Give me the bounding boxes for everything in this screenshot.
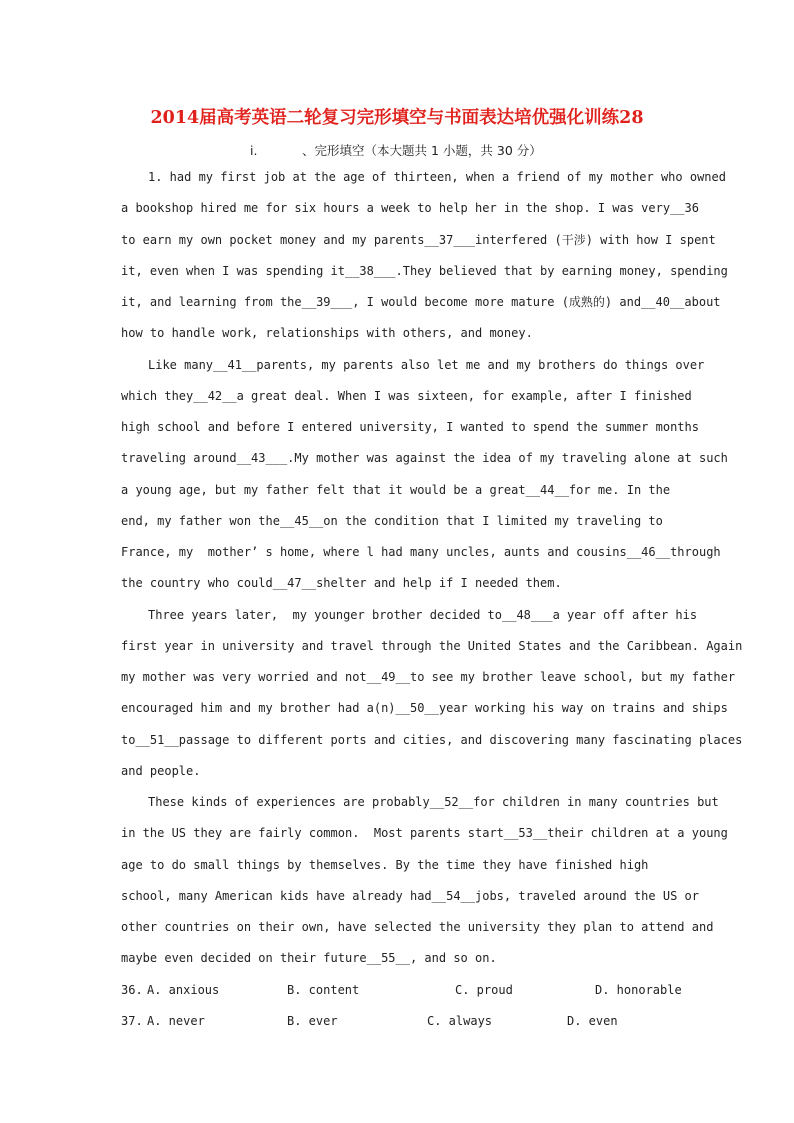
passage-line: other countries on their own, have selected the university they plan to attend and [121, 920, 714, 934]
question-number: 36. [121, 982, 143, 997]
question-37-options [121, 1006, 721, 1037]
passage-line: traveling around__43___.My mother was against the idea of my traveling alone at such [121, 451, 728, 466]
option-a: A. anxious [147, 982, 220, 997]
passage-line: to earn my own pocket money and my parents__37___interfered (干涉) with how I spent [121, 232, 716, 247]
option-c: C. proud [455, 982, 513, 997]
passage-line: maybe even decided on their future__55__, and so on. [121, 951, 497, 966]
section-label: 、完形填空（本大题共 1 小题，共 30 分） [302, 143, 542, 158]
passage-line: end, my father won the__45__on the condition that I limited my traveling to [121, 513, 663, 528]
option-b: B. ever [287, 1013, 338, 1028]
option-d: D. honorable [595, 982, 682, 997]
passage-line: and people. [121, 763, 201, 778]
passage-line: in the US they are fairly common. Most parents start__53__their children at a young [121, 826, 728, 841]
page-title: 2014届高考英语二轮复习完形填空与书面表达培优强化训练28 [150, 108, 644, 128]
passage-line: to__51__passage to different ports and cities, and discovering many fascinating places [121, 732, 743, 747]
option-d: D. even [567, 1013, 618, 1028]
passage-line: age to do small things by themselves. By the time they have finished high [121, 857, 649, 872]
passage-line: encouraged him and my brother had a(n)__50__year working his way on trains and ships [121, 701, 728, 716]
passage-line: a bookshop hired me for six hours a week to help her in the shop. I was very__36 [121, 201, 699, 216]
passage [121, 162, 743, 1037]
section-number: i. [250, 143, 258, 158]
passage-line: first year in university and travel through the United States and the Caribbean. Again [121, 638, 743, 653]
passage-line: France, my mother’ s home, where l had many uncles, aunts and cousins__46__through [121, 545, 721, 559]
passage-line: 1. had my first job at the age of thirteen, when a friend of my mother who owned [148, 170, 726, 184]
passage-line: it, and learning from the__39___, I would become more mature (成熟的) and__40__about [121, 295, 721, 309]
passage-line: a young age, but my father felt that it would be a great__44__for me. In the [121, 482, 671, 497]
passage-line: Three years later, my younger brother decided to__48___a year off after his [148, 607, 698, 622]
passage-line: school, many American kids have already had__54__jobs, traveled around the US or [121, 888, 699, 903]
option-c: C. always [427, 1013, 493, 1028]
question-number: 37. [121, 1013, 143, 1028]
passage-line: which they__42__a great deal. When I was sixteen, for example, after I finished [121, 388, 692, 403]
option-b: B. content [287, 982, 360, 997]
passage-line: These kinds of experiences are probably__52__for children in many countries but [148, 795, 719, 809]
passage-line: the country who could__47__shelter and help if I needed them. [121, 576, 562, 591]
section-heading [250, 141, 542, 159]
passage-line: how to handle work, relationships with others, and money. [121, 326, 533, 341]
passage-line: Like many__41__parents, my parents also let me and my brothers do things over [148, 357, 705, 372]
passage-line: it, even when I was spending it__38___.They believed that by earning money, spending [121, 263, 728, 278]
passage-line: my mother was very worried and not__49__to see my brother leave school, but my father [121, 670, 736, 684]
option-a: A. never [147, 1013, 205, 1028]
passage-line: high school and before I entered university, I wanted to spend the summer months [121, 420, 699, 434]
question-36-options [121, 975, 721, 1006]
